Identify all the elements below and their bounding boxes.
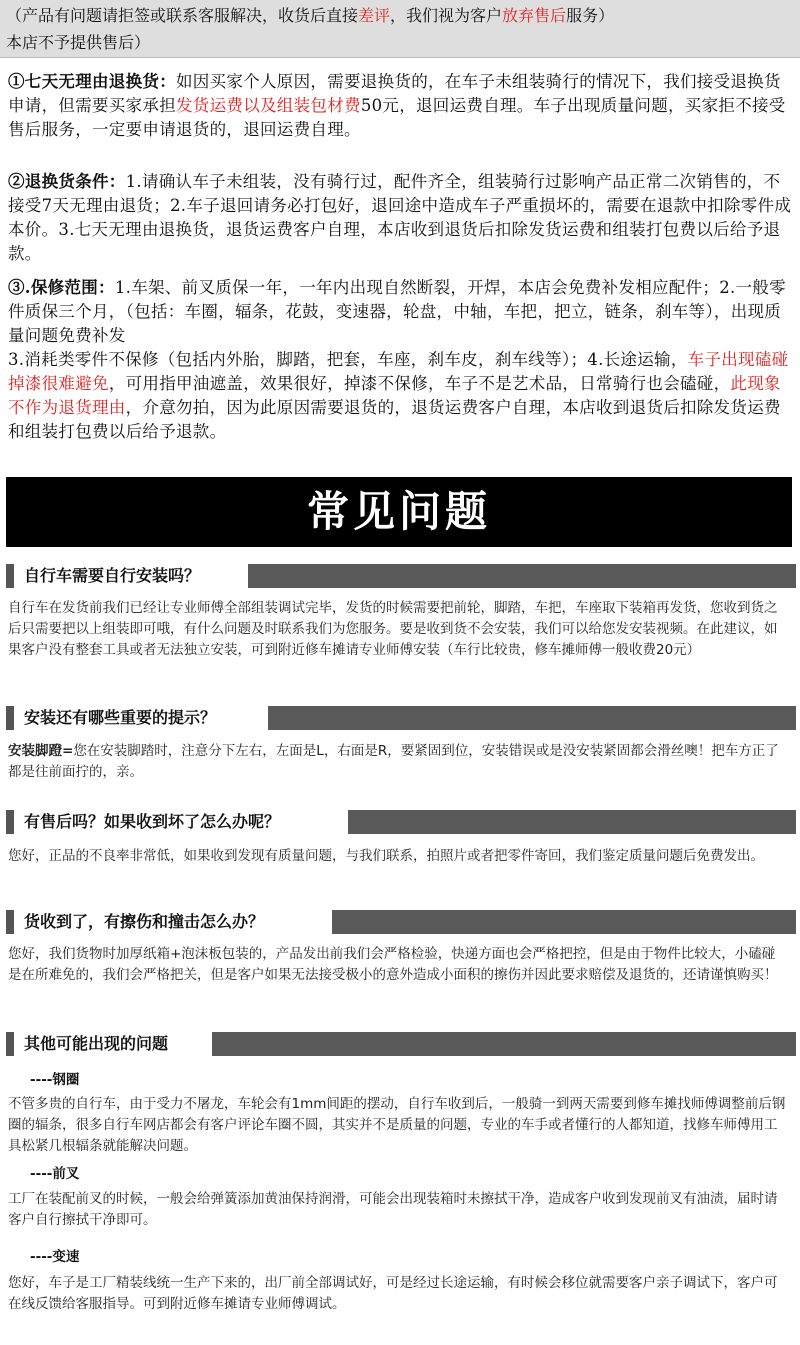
question-bar-fill — [332, 910, 796, 934]
question-marker — [6, 910, 14, 934]
policy-heading: ①七天无理由退换货： — [8, 72, 176, 91]
question-text: 有售后吗？如果收到坏了怎么办呢？ — [24, 812, 281, 831]
question-bar-fill — [268, 706, 796, 730]
subtopic-shifter-text: 您好，车子是工厂精装线统一生产下来的，出厂前全部调试好，可是经过长途运输，有时候会移位就需要客户亲子调试下，客户可在线反馈给客服指导。可到附近修车摊请专业师傅调试。 — [8, 1275, 778, 1312]
policy-heading: ③.保修范围： — [8, 278, 115, 297]
faq-title: 常见问题 — [6, 477, 792, 547]
policy-return-7days — [8, 70, 792, 142]
notice-line-2: 本店不予提供售后） — [6, 33, 151, 52]
policy-heading: ②退换货条件： — [8, 172, 126, 191]
question-bar-fill — [212, 1032, 796, 1056]
subtopic-fork-text: 工厂在装配前叉的时候，一般会给弹簧添加黄油保持润滑，可能会出现装箱时未擦拭干净，造成客户收到发现前叉有油渍，届时请客户自行擦拭干净即可。 — [8, 1191, 778, 1228]
subtopic-rim: ----钢圈 — [30, 1072, 80, 1088]
subtopic-shifter: ----变速 — [30, 1249, 80, 1265]
notice-text: ，我们视为客户 — [390, 6, 503, 25]
policy-highlight: 此现象不作为退货理由 — [8, 374, 781, 417]
answer-body: 您在安装脚踏时，注意分下左右，左面是L，右面是R，要紧固到位，安装错误或是没安装紧固都会滑丝噢！把车方正了都是往前面拧的，亲。 — [8, 743, 779, 780]
policy-text: 1.车架、前叉质保一年，一年内出现自然断裂，开焊，本店会免费补发相应配件；2.一般零件质保三个月，（包括：车圈，辐条，花鼓，变速器，轮盘，中轴，车把，把立，链条，刹车等），出现质量问题免费补发 — [8, 278, 786, 345]
policy-return-conditions — [8, 170, 792, 266]
policy-text: 1.请确认车子未组装，没有骑行过，配件齐全，组装骑行过影响产品正常二次销售的，不接受7天无理由退货；2.车子退回请务必打包好，退回途中造成车子严重损坏的，需要在退款中扣除零件成本价。3.七天无理由退换货，退货运费客户自理，本店收到退货后扣除发货运费和组装打包费以后给予退款。 — [8, 172, 792, 263]
answer-heading: 安装脚蹬= — [8, 743, 74, 759]
question-bar — [6, 1030, 796, 1058]
notice-highlight: 放弃售后 — [502, 6, 567, 25]
subtopic-fork: ----前叉 — [30, 1166, 80, 1182]
notice-text: 服务） — [566, 6, 615, 25]
policy-text: ，可用指甲油遮盖，效果很好，掉漆不保修，车子不是艺术品，日常骑行也会磕碰， — [108, 374, 731, 393]
question-text: 货收到了，有擦伤和撞击怎么办？ — [24, 912, 265, 931]
policy-highlight: 车子出现磕碰掉漆很难避免 — [8, 350, 789, 393]
question-text: 安装还有哪些重要的提示？ — [24, 708, 217, 727]
question-marker — [6, 1032, 14, 1056]
question-text: 自行车需要自行安装吗？ — [24, 566, 201, 585]
answer-text: 自行车在发货前我们已经让专业师傅全部组装调试完毕，发货的时候需要把前轮，脚踏，车把，车座取下装箱再发货，您收到货之后只需要把以上组装即可哦，有什么问题及时联系我们为您服务。要是收到货不会安装，我们可以给您发安装视频。在此建议，如果客户没有整套工具或者无法独立安装，可到附近修车摊请专业师傅安装（车行比较贵，修车摊师傅一般收费20元） — [8, 600, 778, 658]
question-bar — [6, 704, 796, 732]
question-marker — [6, 810, 14, 834]
notice-text: （产品有问题请拒签或联系客服解决，收货后直接 — [6, 6, 359, 25]
question-text: 其他可能出现的问题 — [24, 1034, 169, 1053]
question-bar — [6, 908, 796, 936]
question-bar — [6, 562, 796, 590]
policy-text: 50元，退回运费自理。车子出现质量问题，买家拒不接受售后服务，一定要申请退货的，退回运费自理。 — [8, 96, 786, 139]
policy-text: ，介意勿拍，因为此原因需要退货的，退货运费客户自理，本店收到退货后扣除发货运费和组装打包费以后给予退款。 — [8, 398, 781, 441]
question-bar-fill — [248, 564, 796, 588]
question-bar-fill — [348, 810, 796, 834]
notice-line-1 — [6, 2, 794, 29]
question-marker — [6, 564, 14, 588]
answer-text — [8, 741, 788, 783]
question-marker — [6, 706, 14, 730]
subtopic-rim-text: 不管多贵的自行车，由于受力不屠龙，车轮会有1mm间距的摆动，自行车收到后，一般骑一到两天需要到修车摊找师傅调整前后钢圈的辐条，很多自行车网店都会有客户评论车圈不圆，其实并不是质量的问题，专业的车手或者懂行的人都知道，找修车师傅用工具松紧几根辐条就能解决问题。 — [8, 1096, 786, 1154]
question-bar — [6, 808, 796, 836]
policy-warranty — [8, 276, 792, 444]
policy-text: 3.消耗类零件不保修（包括内外胎，脚踏，把套，车座，刹车皮，刹车线等）；4.长途运输， — [8, 350, 688, 369]
notice-highlight: 差评 — [358, 6, 391, 25]
answer-text: 您好，正品的不良率非常低，如果收到发现有质量问题，与我们联系，拍照片或者把零件寄回，我们鉴定质量问题后免费发出。 — [8, 848, 764, 864]
policy-text: 如因买家个人原因，需要退换货的，在车子未组装骑行的情况下，我们接受退换货申请，但需要买家承担 — [8, 72, 781, 115]
policy-highlight: 发货运费以及组装包材费 — [176, 96, 361, 115]
answer-text: 您好，我们货物时加厚纸箱+泡沫板包装的，产品发出前我们会严格检验，快递方面也会严格把控，但是由于物件比较大，小磕碰是在所难免的，我们会严格把关，但是客户如果无法接受极小的意外造成小面积的擦伤并因此要求赔偿及退货的，还请谨慎购买！ — [8, 946, 778, 983]
notice-banner — [0, 0, 800, 58]
